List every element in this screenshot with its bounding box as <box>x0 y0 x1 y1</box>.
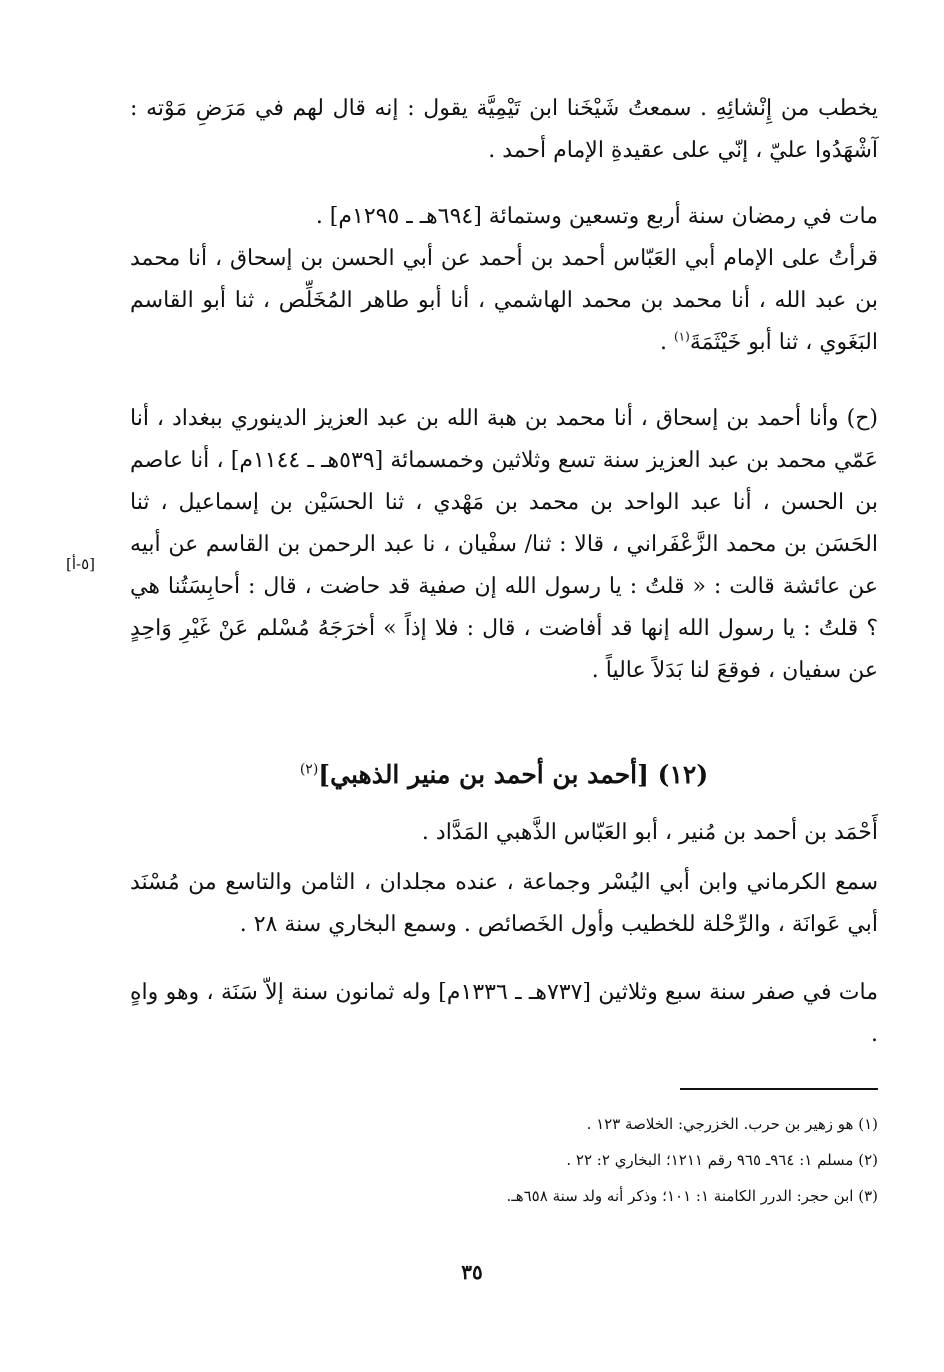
paragraph-text: قرأتُ على الإمام أبي العَبّاس أحمد بن أحمد عن أبي الحسن بن إسحاق ، أنا محمد بن عبد الله ، أنا محمد بن محمد الهاشمي ، أنا أبو طاهر المُخَلِّص ، ثنا أبو القاسم البَغَوي ، ثنا أبو خَيْثَمَةَ <box>130 246 878 355</box>
paragraph-studies <box>130 862 878 946</box>
paragraph-text-end: . <box>659 330 674 355</box>
paragraph-death <box>130 972 878 1056</box>
footnotes <box>130 1106 878 1214</box>
paragraph-isnad <box>130 238 878 364</box>
heading-text: (١٢) [أحمد بن أحمد بن منير الذهبي] <box>318 760 709 789</box>
paragraph-text: مات في رمضان سنة أربع وتسعين وستمائة [٦٩٤هـ ـ ١٢٩٥م] . <box>315 204 878 229</box>
paragraph-text: يخطب من إِنْشائِهِ . سمعتُ شَيْخَنا ابن تَيْمِيَّة يقول : إنه قال لهم في مَرَضِ مَوْته : آشْهَدُوا عليّ ، إنّي على عقيدةِ الإمام أحمد . <box>130 96 878 163</box>
paragraph-sermon <box>130 88 878 172</box>
footnote-divider <box>680 1088 878 1090</box>
paragraph-text: (ح) وأنا أحمد بن إسحاق ، أنا محمد بن هبة الله بن عبد العزيز الدينوري ببغداد ، أنا عَمّي محمد بن عبد العزيز سنة تسع وثلاثين وخمسمائة [٥٣٩هـ ـ ١١٤٤م] ، أنا عاصم بن الحسن ، أنا عبد الواحد بن محمد بن مَهْدي ، ثنا الحسَيْن بن إسماعيل ، ثنا الحَسَن بن محمد الزَّعْفَراني ، قالا : ثنا/ سفْيان ، نا عبد الرحمن بن القاسم عن أبيه عن عائشة قالت : « قلتُ : يا رسول الله إن صفية قد حاضت ، قال : أحابِسَتُنا هي ؟ قلتُ : يا رسول الله إنها قد أفاضت ، قال : فلا إذاً » أخرَجَهُ مُسْلم عَنْ غَيْرِ وَاحِدٍ عن سفيان ، فوقعَ لنا بَدَلاً عالياً . <box>130 406 878 683</box>
paragraph-name <box>130 812 878 854</box>
paragraph-hadith <box>130 398 878 692</box>
paragraph-death-date <box>130 196 878 238</box>
footnote-1: (١) هو زهير بن حرب. الخزرجي: الخلاصة ١٢٣ . <box>586 1115 878 1133</box>
footnote-2: (٢) مسلم ١: ٩٦٤ـ ٩٦٥ رقم ١٢١١؛ البخاري ٢: ٢٢ . <box>566 1151 878 1169</box>
paragraph-text: أَحْمَد بن أحمد بن مُنير ، أبو العَبّاس الذَّهبي المَدَّاد . <box>421 820 878 845</box>
paragraph-text: مات في صفر سنة سبع وثلاثين [٧٣٧هـ ـ ١٣٣٦م] وله ثمانون سنة إلاّ سَنَة ، وهو واهٍ . <box>130 980 878 1047</box>
footnote-3: (٣) ابن حجر: الدرر الكامنة ١: ١٠١؛ وذكر أنه ولد سنة ٦٥٨هـ. <box>506 1187 878 1205</box>
footnote-marker: (١) <box>673 329 690 344</box>
section-heading <box>130 752 878 798</box>
paragraph-text: سمع الكرماني وابن أبي اليُسْر وجماعة ، عنده مجلدان ، الثامن والتاسع من مُسْنَد أبي عَوانَة ، والرِّحْلة للخطيب وأول الخَصائص . وسمع البخاري سنة ٢٨ . <box>130 870 878 937</box>
heading-footnote-marker: (٢) <box>299 761 319 778</box>
page-number: ٣٥ <box>461 1260 483 1284</box>
manuscript-folio-reference: [٥-أ] <box>66 555 96 573</box>
